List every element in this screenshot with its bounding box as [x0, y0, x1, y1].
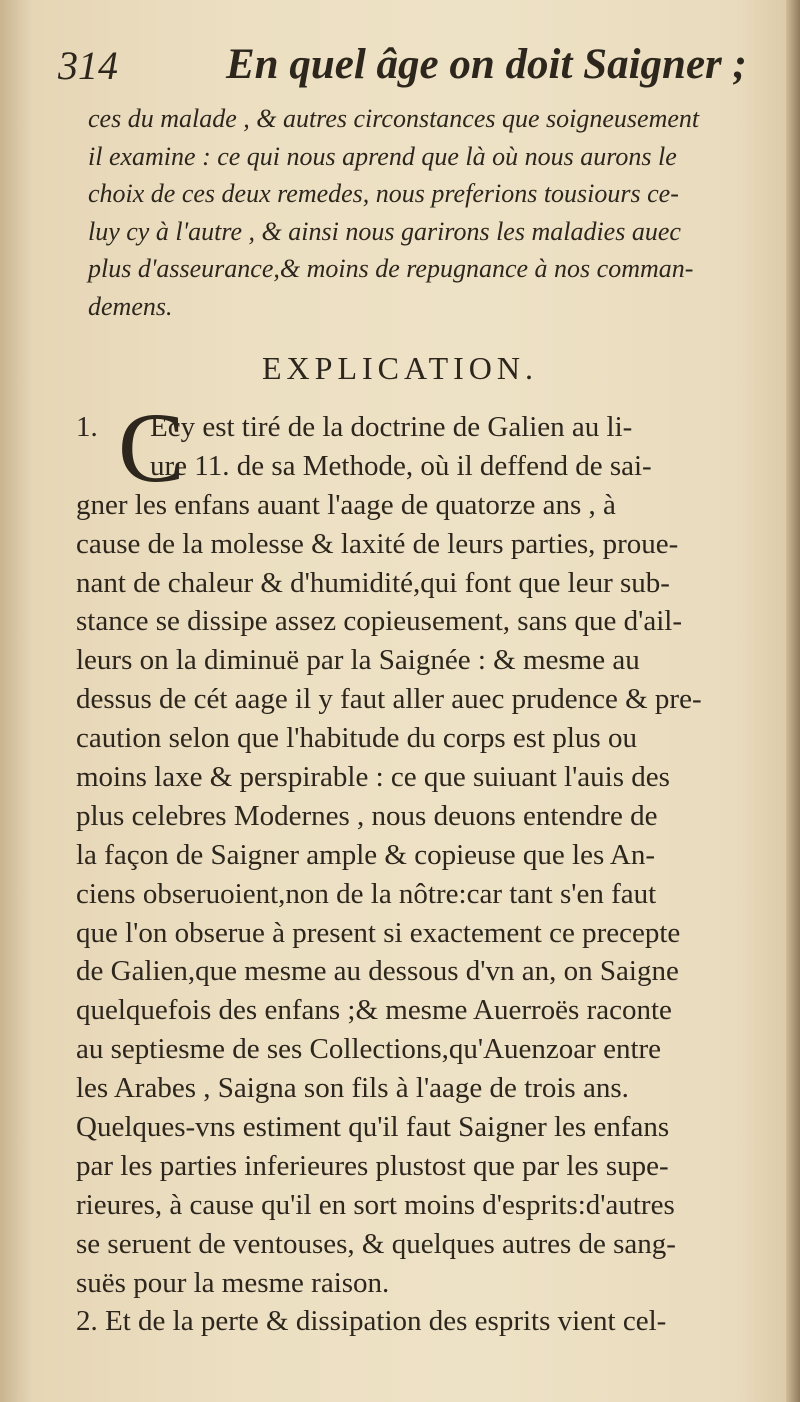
body-line: caution selon que l'habitude du corps est plus ou	[76, 722, 637, 755]
italic-line: il examine : ce qui nous aprend que là où nous aurons le	[88, 141, 677, 171]
italic-line: plus d'asseurance,& moins de repugnance à nos comman-	[88, 254, 694, 284]
body-line: rieures, à cause qu'il en sort moins d'esprits:d'autres	[76, 1188, 675, 1221]
body-line: 2. Et de la perte & dissipation des esprits vient cel-	[76, 1305, 667, 1338]
body-line: de Galien,que mesme au dessous d'vn an, on Saigne	[76, 955, 679, 988]
body-line: la façon de Saigner ample & copieuse que les An-	[76, 838, 655, 871]
body-line: les Arabes , Saigna son fils à l'aage de trois ans.	[76, 1072, 629, 1105]
body-line-first	[76, 408, 776, 447]
paragraph-number: 1.	[76, 411, 98, 443]
body-line: se seruent de ventouses, & quelques autres de sang-	[76, 1227, 676, 1260]
italic-line: choix de ces deux remedes, nous preferions tousiours ce-	[88, 179, 679, 209]
body-line: gner les enfans auant l'aage de quatorze ans , à	[76, 488, 616, 521]
body-line: plus celebres Modernes , nous deuons entendre de	[76, 799, 658, 832]
body-line: au septiesme de ses Collections,qu'Auenzoar entre	[76, 1033, 662, 1066]
body-text	[76, 392, 776, 1341]
italic-line: luy cy à l'autre , & ainsi nous garirons les maladies auec	[88, 216, 681, 246]
running-head: En quel âge on doit Saigner ;	[226, 41, 747, 88]
body-line: que l'on obserue à present si exactement ce precepte	[76, 916, 681, 949]
body-line: suës pour la mesme raison.	[76, 1266, 390, 1299]
body-line: ciens obseruoient,non de la nôtre:car tant s'en faut	[76, 877, 657, 910]
body-line: quelquefois des enfans ;& mesme Auerroës raconte	[76, 994, 672, 1027]
italic-line: ces du malade , & autres circonstances que soigneusement	[88, 104, 700, 133]
body-line-text: Ecy est tiré de la doctrine de Galien au li-	[150, 411, 633, 443]
book-spine-shadow	[786, 0, 800, 1402]
section-heading: EXPLICATION.	[262, 350, 538, 386]
drop-cap: C	[118, 392, 185, 503]
body-line: moins laxe & perspirable : ce que suiuant l'auis des	[76, 761, 670, 794]
body-line: nant de chaleur & d'humidité,qui font que leur sub-	[76, 566, 670, 599]
page-number: 314	[58, 43, 118, 88]
body-line: dessus de cét aage il y faut aller auec prudence & pre-	[76, 683, 702, 716]
body-line: par les parties inferieures plustost que par les supe-	[76, 1149, 669, 1182]
italic-text-block	[88, 100, 768, 326]
body-line: stance se dissipe assez copieusement, sans que d'ail-	[76, 605, 682, 638]
italic-line: demens.	[88, 291, 173, 321]
body-line: cause de la molesse & laxité de leurs parties, proue-	[76, 527, 679, 560]
page-header	[58, 40, 758, 96]
body-line: Quelques-vns estiment qu'il faut Saigner les enfans	[76, 1111, 670, 1144]
body-line: leurs on la diminuë par la Saignée : & mesme au	[76, 644, 640, 677]
body-line: ure 11. de sa Methode, où il deffend de sai-	[150, 449, 652, 482]
